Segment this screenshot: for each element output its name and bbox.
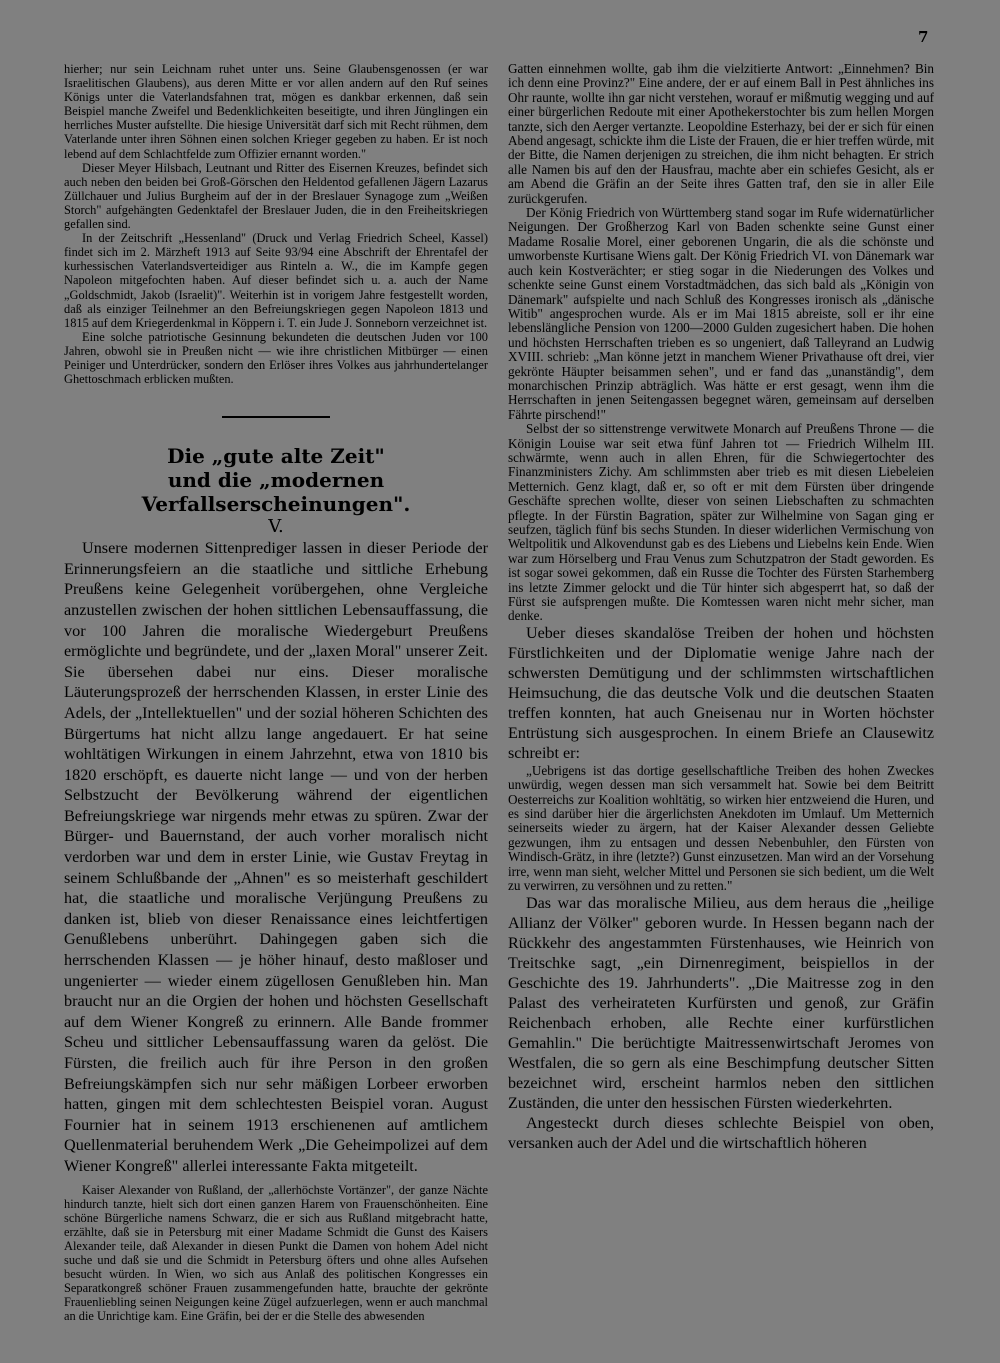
paragraph: hierher; nur sein Leichnam ruhet unter uns. Seine Glaubensgenossen (er war Israelitischen Glaubens), aus deren Mitte er vor allen andern auf den Ruf seines Königs unter die Vaterlandsfahnen trat, mögen es dankbar erkennen, daß sein Beispiel manche Zweifel und Bedenklichkeiten beseitigte, und ihren Jünglingen ein herrliches Muster aufstellte. Die hiesige Universität darf sich mit Recht rühmen, dem Vaterlande unter ihren Söhnen einen solchen Krieger gegeben zu haben. Er ist noch lebend auf dem Schlachtfelde zum Offizier ernannt worden." bbox=[64, 62, 488, 161]
paragraph: Unsere modernen Sittenprediger lassen in dieser Periode der Erinnerungsfeiern an die staatliche und sittliche Erhebung Preußens keine Gelegenheit vorübergehen, ohne Vergleiche anzustellen zwischen der hohen sittlichen Lebensauffassung, die vor 100 Jahren die moralische Wiedergeburt Preußens ermöglichte und begründete, und der „laxen Moral" unserer Zeit. Sie übersehen dabei nur eins. Dieser moralische Läuterungsprozeß der herrschenden Klassen, in erster Linie des Adels, der „Intellektuellen" und der sozial höheren Schichten des Bürgertums hat nicht allzu lange angedauert. Er hat seine wohltätigen Wirkungen in einem Jahrzehnt, etwa von 1810 bis 1820 erschöpft, es dauerte nicht lange — und von der herben Selbstzucht der Bevölkerung während der eigentlichen Befreiungskriege war nirgends mehr etwas zu spüren. Zwar der Bürger- und Bauernstand, der auch vorher moralisch nicht verdorben war und dem in erster Linie, wie Gustav Freytag in seinem Schlußbande der „Ahnen" es so meisterhaft geschildert hat, die staatliche und moralische Verjüngung Preußens zu danken ist, blieb von dieser Renaissance eines leichtfertigen Genußlebens unberührt. Dahingegen gaben sich die herrschenden Klassen — je höher hinauf, desto maßloser und ungenierter — wieder einem zügellosen Genußleben hin. Man braucht nur an die Orgien der hohen und höchsten Gesellschaft auf dem Wiener Kongreß zu erinnern. Alle Bande frommer Scheu und sittlicher Lebensauffassung waren da gelöst. Die Fürsten, die freilich auch für ihre Person in den großen Befreiungskämpfen sich nur sehr mäßigen Lorbeer erworben hatten, gingen mit dem schlechtesten Beispiel voran. August Fournier hat in seinem 1913 erschienenen auf amtlichem Quellenmaterial beruhendem Werk „Die Geheimpolizei auf dem Wiener Kongreß" allerlei interessante Fakta mitgeteilt. bbox=[64, 539, 488, 1175]
right-text-block-3 bbox=[508, 894, 934, 1154]
paragraph: Kaiser Alexander von Rußland, der „allerhöchste Vortänzer", der ganze Nächte hindurch tanzte, hielt sich dort einen ganzen Harem von Frauenschönheiten. Eine schöne Bürgerliche namens Schwarz, die er sich aus Rußland mitgebracht hatte, erzählte, daß sie in Petersburg mit einer Madame Schmidt die Gunst des Kaisers Alexander teile, daß Alexander in diesen Punkt die Damen von hohem Adel nicht suche und daß sie und die Schmidt in Petersburg öfters und ohne alles Aufsehen besucht würden. In Wien, wo sich aus Anlaß des politischen Kongresses ein Separatkongreß schöner Frauen zusammengefunden hatte, brauchte der gekrönte Frauenliebling seinen Neigungen keine Zügel aufzuerlegen, wenn er auch manchmal an die Unrichtige kam. Eine Gräfin, bei der er die Stelle des abwesenden bbox=[64, 1182, 488, 1324]
right-text-block-2 bbox=[508, 624, 934, 764]
paragraph: Selbst der so sittenstrenge verwitwete Monarch auf Preußens Throne — die Königin Louise war seit etwa fünf Jahren tot — Friedrich Wilhelm III. schwärmte, wenn auch in allen Ehren, für die Schwiegertochter des Finanzministers Zichy. Am schlimmsten aber trieb es mit diesen Liebeleien Metternich. Genz klagt, daß er, so oft er mit dem Fürsten über dringende Geschäfte sprechen wollte, dieser von seinen Liebschaften zu schmachten pflegte. In der Fürstin Bagration, später zur Wilhelmine von Sagan ging er seufzen, täglich fünf bis sechs Stunden. In dieser widerlichen Vermischung von Weltpolitik und Alkovendunst gab es des Liebens und Liebelns kein Ende. Wien war zum Hörselberg und Frau Venus zum Schutzpatron der Stadt geworden. Es ist sogar sowei gekommen, daß ein Russe die Tochter des Fürsten Starhemberg ins letzte Zimmer gelockt und die Tür hinter sich abgesperrt hat, so daß der Fürst sie aufsprengen mußte. Die Komtessen waren nicht mehr sicher, man denke. bbox=[508, 421, 934, 624]
paragraph: Dieser Meyer Hilsbach, Leutnant und Ritter des Eisernen Kreuzes, befindet sich auch neben den beiden bei Groß-Görschen den Heldentod gefallenen Jägern Lazarus Züllchauer und Julius Burgheim auf der in der Breslauer Synagoge zum „Weißen Storch" aufgehängten Gedenktafel der Breslauer Juden, die in den Freiheitskriegen gefallen sind. bbox=[64, 160, 488, 232]
right-column bbox=[508, 62, 934, 1352]
paragraph: „Uebrigens ist das dortige gesellschaftliche Treiben des hohen Zweckes unwürdig, wegen dessen man sich versammelt hat. Sowie bei dem Beitritt Oesterreichs zur Koalition wohltätig, so wirken hier entzweiend die Huren, und es sind darüber hier die ärgerlichsten Anekdoten im Umlauf. Um Metternich seinerseits wieder zu ärgern, hat der Kaiser Alexander dessen Geliebte gezwungen, ihm zu entsagen und dessen Nebenbuhler, den Fürsten von Windisch-Grätz, in ihre (letzte?) Gunst einzusetzen. Man wird an der Vorsehung irre, wenn man sieht, welcher Mittel und Personen sie sich bedient, um die Welt zu verwirren, zu versöhnen und zu retten." bbox=[508, 762, 934, 894]
left-column bbox=[64, 62, 488, 1352]
article-body bbox=[64, 538, 488, 1176]
right-text-block-1 bbox=[508, 62, 934, 624]
paragraph: Das war das moralische Milieu, aus dem heraus die „heilige Allianz der Völker" geboren wurde. In Hessen begann nach der Rückkehr des angestammten Fürstenhauses, wie Heinrich von Treitschke sagt, „ein Dirnenregiment, beispiellos in der Geschichte des 19. Jahrhunderts". „Die Maitresse zog in den Palast des verheirateten Kurfürsten und genoß, zur Gräfin Reichenbach erhoben, alle Rechte einer kurfürstlichen Gemahlin." Die berüchtigte Maitressenwirtschaft Jeromes von Westfalen, die so gern als eine Beschimpfung deutscher Sitten bezeichnet wird, erscheint harmlos neben den sittlichen Zuständen, die unter den hessischen Fürsten wiederkehrten. bbox=[508, 894, 934, 1112]
paragraph: Angesteckt durch dieses schlechte Beispiel von oben, versanken auch der Adel und die wirtschaftlich höheren bbox=[508, 1114, 934, 1152]
paragraph: Der König Friedrich von Württemberg stand sogar im Rufe widernatürlicher Neigungen. Der Großherzog Karl von Baden schenkte seine Gunst einer Madame Rosalie Morel, einer geborenen Ungarin, die als die schönste und umworbenste Kurtisane Wiens galt. Der König Friedrich VI. von Dänemark war auch kein Kostverächter; er stieg sogar in die Niederungen des Volkes und schenkte seine Gunst einem Vorstadtmädchen, das sich bald als „Königin von Dänemark" aufspielte und nach Schluß des Kongresses ironisch als „dänische Witib" angesprochen wurde. Als er im Mai 1815 abreiste, soll er ihr eine lebenslängliche Pension von 1200—2000 Gulden zugesichert haben. Die hohen und höchsten Herrschaften trieben es so ungeniert, daß Talleyrand an Ludwig XVIII. schrieb: „Man könne jetzt in manchem Wiener Privathause oft drei, vier gekrönte Häupter beisammen sehen", und er fand das „unanständig", dem monarchischen Prinzip abträglich. Was hätte er erst gesagt, wenn ihm die Herrschaften in jenen Seitengassen begegnet wären, gemeinsam auf derselben Fährte pirschend!" bbox=[508, 205, 934, 422]
left-bottom-text bbox=[64, 1183, 488, 1324]
page-number: 7 bbox=[918, 28, 929, 46]
quoted-letter bbox=[508, 764, 934, 894]
section-divider bbox=[222, 416, 330, 418]
article-part-number: V. bbox=[268, 516, 284, 538]
paragraph: In der Zeitschrift „Hessenland" (Druck und Verlag Friedrich Scheel, Kassel) findet sich im 2. Märzheft 1913 auf Seite 93/94 eine Abschrift der Ehrentafel der kurhessischen Vaterlandsverteidiger aus Rinteln a. W., die im Kampfe gegen Napoleon mitgefochten haben. Auf dieser befindet sich u. a. auch der Name „Goldschmidt, Jakob (Israelit)". Weiterhin ist in vorigem Jahre festgestellt worden, daß als einziger Teilnehmer an den Befreiungskriegen gegen Napoleon 1813 und 1815 auf dem Kriegerdenkmal in Köppern i. T. ein Jude J. Sonneborn verzeichnet ist. bbox=[64, 231, 488, 330]
paragraph: Gatten einnehmen wollte, gab ihm die vielzitierte Antwort: „Einnehmen? Bin ich denn eine Provinz?" Eine andere, der er auf einem Ball in Pest ähnliches ins Ohr raunte, wollte ihn gar nicht verstehen, worauf er mißmutig wegging und auf einer bürgerlichen Redoute mit einer Apothekerstochter bis zum hellen Morgen tanzte, sich den Aerger vertanzte. Leopoldine Esterhazy, bei der er sich für einen Abend angesagt, schickte ihm die Liste der Frauen, die er hier treffen würde, mit der Bitte, die Namen derjenigen zu streichen, die ihm nicht behagten. Er strich alle Namen bis auf den der Hausfrau, machte aber ein schiefes Gesicht, als er am Abend die Gräfin an der Seite ihres Gatten traf, den sie in aller Eile zurückgerufen. bbox=[508, 62, 934, 206]
article-title-line1: Die „gute alte Zeit" bbox=[167, 444, 385, 469]
article-title-line2: und die „modernen Verfallserscheinungen". bbox=[141, 468, 411, 517]
article-heading bbox=[64, 444, 488, 538]
left-top-text bbox=[64, 62, 488, 386]
paragraph: Ueber dieses skandalöse Treiben der hohen und höchsten Fürstlichkeiten und der Diplomatie wenige Jahre nach der schwersten Demütigung und der schlimmsten wirtschaftlichen Heimsuchung, die das deutsche Volk und die deutschen Staaten treffen konnten, hat auch Gneisenau nur in Worten höchster Entrüstung sich ausgesprochen. In einem Briefe an Clausewitz schreibt er: bbox=[508, 624, 934, 762]
paragraph: Eine solche patriotische Gesinnung bekundeten die deutschen Juden vor 100 Jahren, obwohl sie in Preußen nicht — wie ihre christlichen Mitbürger — einen Peiniger und Unterdrücker, sondern den Erlöser ihres Volkes aus jahrhundertelanger Ghettoschmach erblicken mußten. bbox=[64, 329, 488, 387]
